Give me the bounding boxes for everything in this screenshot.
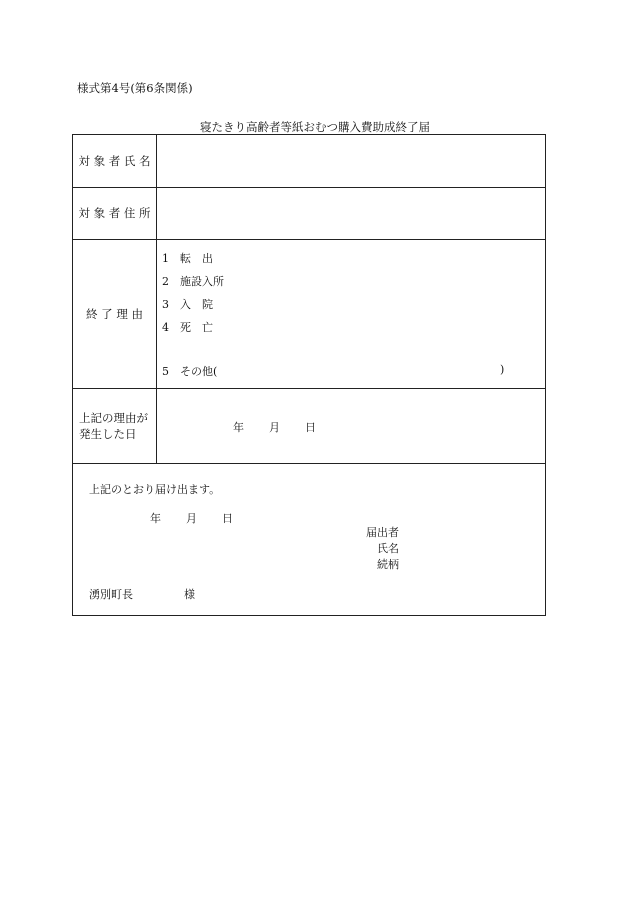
row-divider xyxy=(73,463,545,464)
submission-year: 年 xyxy=(150,512,161,525)
declaration-text: 上記のとおり届け出ます。 xyxy=(89,483,221,496)
addressee: 湧別町長 xyxy=(89,588,133,601)
applicant-name-label: 氏名 xyxy=(377,542,399,555)
label-column-divider xyxy=(156,135,157,463)
occurred-date-label: 上記の理由が発生した日 xyxy=(79,410,148,441)
subject-name-label: 対 象 者 氏 名 xyxy=(78,154,151,168)
reason-option[interactable]: 1 転 出 xyxy=(162,252,213,265)
termination-reason-label: 終 了 理 由 xyxy=(86,306,143,321)
form-table xyxy=(72,134,546,616)
reason-option[interactable]: 3 入 院 xyxy=(162,298,213,311)
reason-option[interactable]: 4 死 亡 xyxy=(162,321,213,334)
occurred-day: 日 xyxy=(305,421,316,434)
document-title: 寝たきり高齢者等紙おむつ購入費助成終了届 xyxy=(200,120,430,134)
submission-day: 日 xyxy=(222,512,233,525)
occurred-month: 月 xyxy=(269,421,280,434)
form-number: 様式第4号(第6条関係) xyxy=(77,81,193,95)
honorific: 様 xyxy=(184,588,195,601)
reason-option-other[interactable]: 5 その他( xyxy=(162,365,218,378)
occurred-year: 年 xyxy=(233,421,244,434)
applicant-relation-label: 続柄 xyxy=(377,558,399,571)
reason-option[interactable]: 2 施設入所 xyxy=(162,275,224,288)
subject-address-label: 対 象 者 住 所 xyxy=(78,206,151,220)
submission-month: 月 xyxy=(186,512,197,525)
applicant-label: 届出者 xyxy=(366,526,399,539)
other-paren-close: ) xyxy=(500,363,505,376)
